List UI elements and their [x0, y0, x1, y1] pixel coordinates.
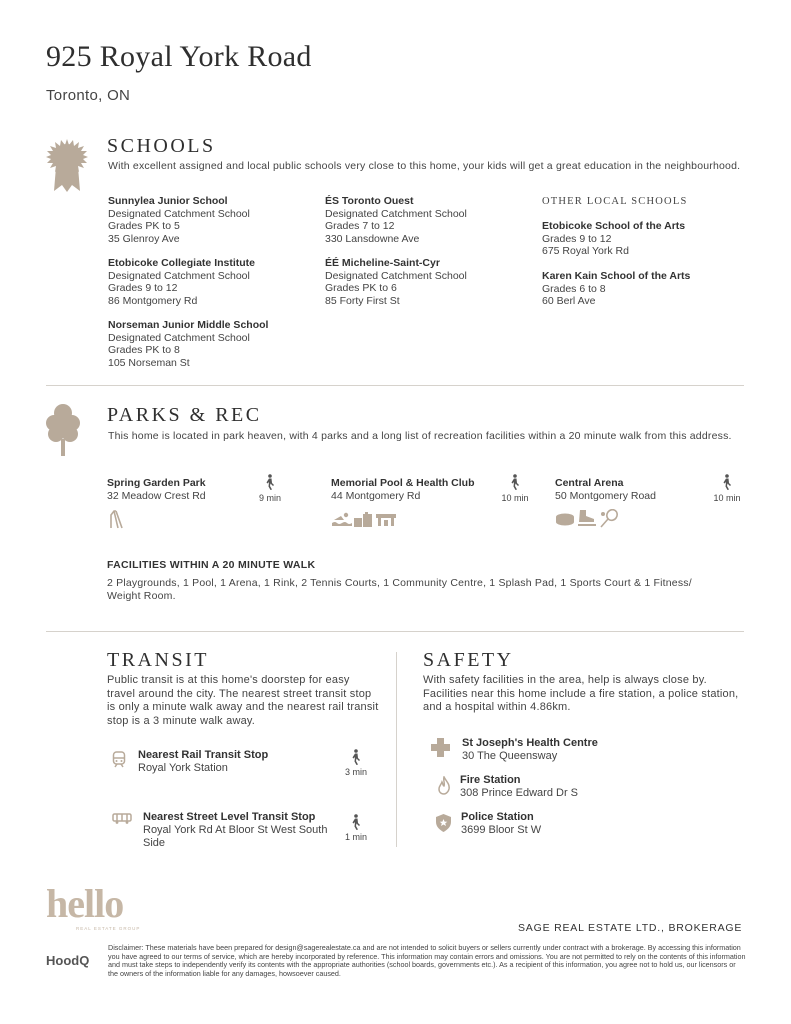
school-name: Karen Kain School of the Arts — [542, 270, 691, 282]
section-divider — [46, 631, 744, 632]
park-address: 44 Montgomery Rd — [331, 489, 421, 502]
walking-icon — [509, 474, 521, 490]
park-address: 50 Montgomery Road — [555, 489, 656, 502]
flame-icon — [437, 776, 451, 795]
hello-logo: hello — [46, 881, 124, 926]
school-address: 86 Montgomery Rd — [108, 294, 198, 307]
hoodq-logo: HoodQ — [46, 953, 90, 968]
walk-time: 10 min — [501, 493, 529, 503]
school-address: 105 Norseman St — [108, 356, 190, 369]
hockey-puck-icon — [555, 513, 575, 526]
walking-icon — [350, 749, 362, 765]
hospital-cross-icon — [431, 738, 450, 757]
school-address: 60 Berl Ave — [542, 295, 596, 307]
park-name: Spring Garden Park — [107, 477, 206, 489]
school-grades: Grades 9 to 12 — [108, 282, 178, 294]
school-grades: Grades 9 to 12 — [542, 232, 612, 245]
street-stop — [143, 811, 333, 850]
parks-heading: PARKS & REC — [107, 404, 262, 426]
school-address: 675 Royal York Rd — [542, 245, 629, 257]
school-address: 85 Forty First St — [325, 294, 400, 307]
rail-stop-name: Royal York Station — [138, 762, 228, 774]
city-subtitle: Toronto, ON — [46, 87, 131, 104]
tennis-racket-icon — [599, 509, 619, 528]
park-card — [331, 477, 501, 502]
rail-stop-label: Nearest Rail Transit Stop — [138, 749, 269, 761]
section-divider — [46, 385, 744, 386]
school-name: Norseman Junior Middle School — [108, 319, 269, 331]
safety-item — [461, 811, 711, 837]
school-name: Etobicoke School of the Arts — [542, 220, 686, 232]
facilities-text: 2 Playgrounds, 1 Pool, 1 Arena, 1 Rink, 2 Tennis Courts, 1 Community Centre, 1 Splash Pad, 1 Sports Court & 1 Fitness/ Weight Room. — [107, 577, 692, 602]
school-card — [108, 195, 308, 245]
park-name: Central Arena — [555, 477, 624, 489]
police-shield-icon — [436, 814, 451, 832]
walk-time: 3 min — [344, 767, 367, 777]
park-name: Memorial Pool & Health Club — [331, 477, 475, 489]
school-card — [542, 220, 742, 258]
bus-icon — [112, 813, 132, 824]
safety-item — [462, 737, 712, 763]
train-icon — [112, 751, 126, 769]
parks-intro: This home is located in park heaven, with 4 parks and a long list of recreation facilities within a 20 minute walk from this address. — [108, 430, 732, 442]
school-card — [108, 319, 318, 369]
facilities-heading: FACILITIES WITHIN A 20 MINUTE WALK — [107, 559, 316, 571]
school-type: Designated Catchment School — [325, 207, 467, 220]
safety-item-address: 3699 Bloor St W — [461, 824, 542, 836]
school-name: ÉÉ Micheline-Saint-Cyr — [325, 257, 440, 269]
walk-time: 10 min — [713, 493, 741, 503]
schools-heading: SCHOOLS — [107, 135, 216, 157]
fitness-bench-icon — [376, 513, 396, 526]
school-card — [108, 257, 318, 307]
school-name: ÉS Toronto Ouest — [325, 195, 414, 207]
school-address: 330 Lansdowne Ave — [325, 232, 420, 245]
school-name: Sunnylea Junior School — [108, 195, 228, 207]
other-schools-heading: OTHER LOCAL SCHOOLS — [542, 196, 688, 207]
rail-stop — [138, 749, 328, 775]
school-grades: Grades 6 to 8 — [542, 282, 606, 295]
award-ribbon-icon — [46, 139, 88, 193]
transit-heading: TRANSIT — [107, 649, 209, 671]
school-grades: Grades 7 to 12 — [325, 220, 395, 232]
walk-time: 9 min — [258, 493, 281, 503]
community-centre-icon — [354, 512, 374, 527]
school-card — [325, 195, 525, 245]
hello-logo-subtitle: REAL ESTATE GROUP — [76, 926, 141, 931]
school-card — [542, 270, 742, 308]
walk-time: 1 min — [344, 832, 367, 842]
disclaimer: Disclaimer: These materials have been prepared for design@sagerealestate.ca and are not intended to solicit buyers or sellers currently under contract with a brokerage. By accessing this information you have agreed to our terms of service, which are hereby incorporated by reference. This information may contain errors and omissions. You are not permitted to rely on the contents of this information and must take steps to independently verify its contents with the appropriate authorities (school boards, governments etc.). As a recipient of this information, you agree not to hold us, our licensors or the owners of the information liable for any damages, howsoever caused. — [108, 943, 746, 978]
school-address: 35 Glenroy Ave — [108, 232, 180, 245]
walking-icon — [350, 814, 362, 830]
ice-skate-icon — [577, 510, 597, 527]
school-card — [325, 257, 525, 307]
safety-item-name: Police Station — [461, 811, 534, 823]
safety-item-name: St Joseph's Health Centre — [462, 737, 598, 749]
park-address: 32 Meadow Crest Rd — [107, 489, 206, 502]
school-type: Designated Catchment School — [325, 269, 467, 282]
schools-intro: With excellent assigned and local public schools very close to this home, your kids will get a great education in the neighbourhood. — [108, 160, 741, 172]
tree-icon — [46, 403, 80, 457]
brokerage-name: SAGE REAL ESTATE LTD., BROKERAGE — [518, 922, 743, 934]
walking-icon — [721, 474, 733, 490]
school-type: Designated Catchment School — [108, 207, 250, 220]
page-title: 925 Royal York Road — [46, 40, 312, 73]
walking-icon — [264, 474, 276, 490]
school-grades: Grades PK to 5 — [108, 220, 180, 232]
safety-item-address: 30 The Queensway — [462, 750, 558, 762]
column-divider — [396, 652, 397, 847]
safety-item-address: 308 Prince Edward Dr S — [460, 787, 578, 799]
slide-icon — [108, 509, 124, 529]
street-stop-name: Royal York Rd At Bloor St West South Side — [143, 824, 328, 849]
school-type: Designated Catchment School — [108, 269, 250, 282]
street-stop-label: Nearest Street Level Transit Stop — [143, 811, 316, 823]
transit-intro: Public transit is at this home's doorstep for easy travel around the city. The nearest street transit stop is only a minute walk away and the nearest rail transit stop is a 3 minute walk away. — [107, 674, 379, 727]
school-type: Designated Catchment School — [108, 331, 250, 344]
swimming-icon — [332, 512, 352, 526]
school-name: Etobicoke Collegiate Institute — [108, 257, 256, 269]
park-card — [555, 477, 715, 502]
park-card — [107, 477, 267, 502]
safety-heading: SAFETY — [423, 649, 514, 671]
safety-item-name: Fire Station — [460, 774, 521, 786]
safety-intro: With safety facilities in the area, help is always close by. Facilities near this home include a fire station, a police station, and a hospital within 4.86km. — [423, 674, 739, 713]
school-grades: Grades PK to 6 — [325, 282, 397, 294]
school-grades: Grades PK to 8 — [108, 344, 180, 356]
safety-item — [460, 774, 710, 800]
